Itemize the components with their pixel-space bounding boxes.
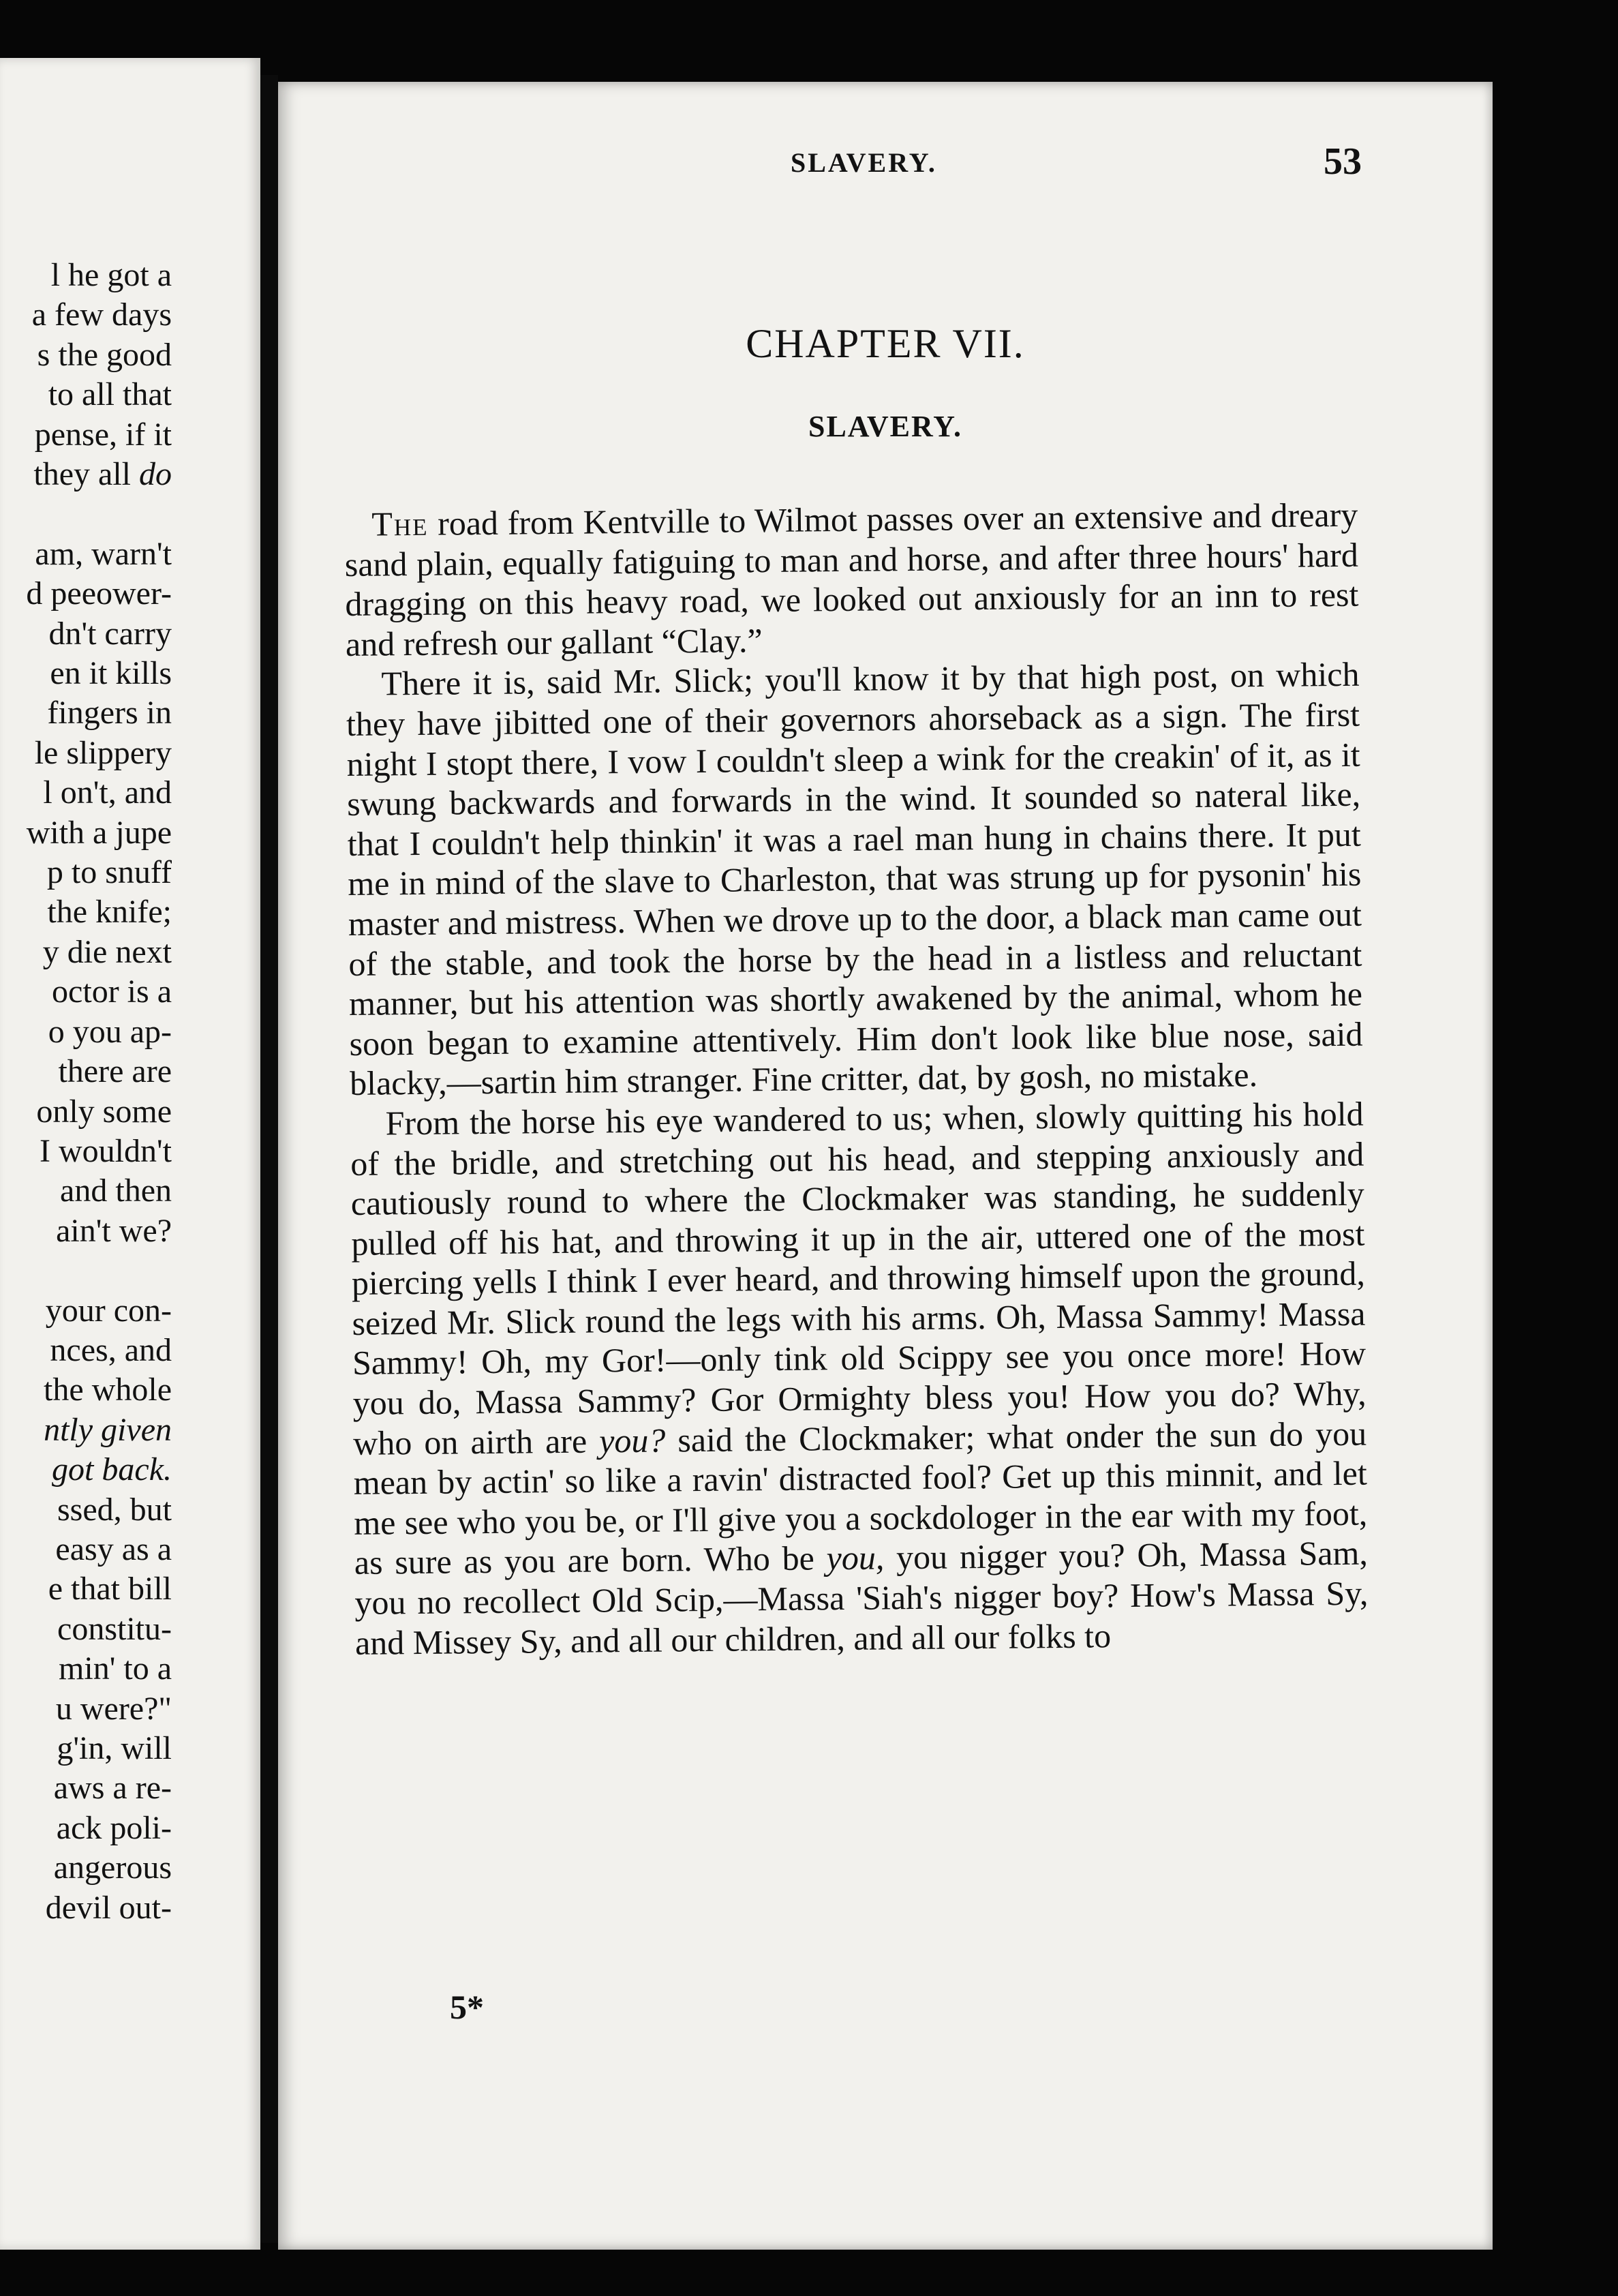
left-fragment-line: ack poli- — [56, 1809, 172, 1846]
paragraph-3-text-c: you nigger you? Oh, Massa Sam, you no recollect Old Scip,—Massa 'Siah's nigger boy? How's Massa Sy, and Missey Sy, and all our children, and all our folks to — [354, 1534, 1369, 1662]
left-fragment-line: nces, and — [50, 1331, 172, 1368]
left-page-text-fragments — [0, 256, 172, 1928]
paragraph-lead-word: The — [371, 504, 429, 543]
left-fragment-line: e that bill — [48, 1571, 172, 1607]
left-fragment-line: the whole — [44, 1372, 172, 1408]
left-fragment-line: d peeower- — [26, 575, 172, 612]
running-head-title: SLAVERY. — [791, 147, 937, 178]
left-fragment-line: and then — [60, 1173, 172, 1209]
left-fragment-line — [0, 494, 172, 534]
left-fragment-line: y die next — [42, 933, 172, 970]
page-number: 53 — [1324, 140, 1362, 183]
paragraph-3 — [350, 1094, 1369, 1663]
left-fragment-italic: do — [139, 456, 172, 493]
left-fragment-line: they all do — [33, 456, 172, 493]
paragraph-1-text: road from Kentville to Wilmot passes over an extensive and dreary sand plain, equally fatiguing to man and horse, and after three hours' hard dragging on this heavy road, we looked out anxiously for an inn to rest and refresh our gallant “Clay.” — [344, 495, 1359, 663]
book-gutter — [260, 75, 278, 2243]
left-fragment-line: u were?" — [55, 1690, 172, 1727]
paragraph-3-text-b: said the Clockmaker; what onder the sun do you mean by actin' so like a ravin' distracted fool? Get up this minnit, and let me see who you be, or I'll give you a sockdologer in the ear with my foot, as sure as you are born. Who be — [353, 1414, 1368, 1582]
chapter-title: CHAPTER VII. — [746, 321, 1025, 366]
left-fragment-line: p to snuff — [46, 854, 172, 891]
left-fragment-line: ntly given — [44, 1411, 172, 1448]
left-fragment-line: ssed, but — [57, 1491, 172, 1528]
left-fragment-line: min' to a — [59, 1650, 172, 1687]
left-fragment-line: l he got a — [50, 257, 172, 293]
left-fragment-line: octor is a — [52, 973, 172, 1010]
running-head — [279, 140, 1362, 187]
left-fragment-line: devil out- — [45, 1889, 172, 1926]
left-fragment-line — [0, 1251, 172, 1290]
left-fragment-line: ain't we? — [56, 1212, 172, 1249]
left-fragment-line: your con- — [45, 1292, 172, 1329]
left-fragment-line: le slippery — [34, 734, 172, 771]
left-fragment-line: g'in, will — [57, 1730, 172, 1766]
left-fragment-line: fingers in — [47, 695, 172, 731]
paragraph-2: There it is, said Mr. Slick; you'll know it by that high post, on which they have jibitted one of their governors ahorseback as a sign. The first night I stopt there, I vow I couldn't sleep a wink for the creakin' of it, as it swung backwards and forwards in the wind. It sounded so nateral like, that I couldn't help thinkin' it was a rael man hung in chains there. It put me in mind of the slave to Charleston, that was strung up for pysonin' his master and mistress. When we drove up to the door, a black man came out of the stable, and took the horse by the head in a listless and reluctant manner, but his attention was shortly awakened by the animal, whom he soon began to examine attentively. Him don't look like blue nose, said blacky,—sartin him stranger. Fine critter, dat, by gosh, no mistake. — [346, 655, 1363, 1103]
left-fragment-line: the knife; — [47, 894, 172, 931]
left-fragment-line: with a jupe — [26, 814, 172, 851]
left-fragment-line: got back. — [52, 1451, 172, 1488]
left-fragment-line: l on't, and — [43, 774, 172, 811]
left-fragment-line: easy as a — [55, 1530, 172, 1567]
paragraph-3-text-a: From the horse his eye wandered to us; when, slowly quitting his hold of the bridle, and stretching out his head, and stepping anxiously and cautiously round to where the Clockmaker was standing, he suddenly pulled off his hat, and throwing it up in the air, uttered one of the most piercing yells I think I ever heard, and throwing himself upon the ground, seized Mr. Slick round the legs with his arms. Oh, Massa Sammy! Massa Sammy! Oh, my Gor!—only tink old Scippy see you once more! How you do, Massa Sammy? Gor Ormighty bless you! How you do? Why, who on airth are — [350, 1094, 1367, 1462]
chapter-subtitle: SLAVERY. — [808, 410, 962, 443]
left-fragment-line: constitu- — [57, 1610, 172, 1647]
left-fragment-line: there are — [58, 1053, 172, 1090]
left-fragment-line: pense, if it — [34, 416, 172, 453]
left-fragment-line: s the good — [37, 336, 172, 373]
paragraph-1 — [344, 495, 1359, 665]
left-fragment-line: a few days — [31, 297, 172, 333]
signature-mark: 5* — [450, 1988, 484, 2026]
left-fragment-line: only some — [36, 1093, 172, 1130]
left-fragment-line: I wouldn't — [40, 1132, 172, 1169]
left-fragment-line: en it kills — [50, 655, 172, 692]
left-page — [0, 58, 260, 2250]
left-fragment-line: o you ap- — [48, 1013, 172, 1050]
left-fragment-line: angerous — [53, 1849, 172, 1886]
left-fragment-line: am, warn't — [35, 535, 172, 572]
body-text — [344, 495, 1369, 1663]
left-fragment-line: aws a re- — [53, 1770, 172, 1807]
paragraph-3-italic-a: you? — [598, 1421, 666, 1460]
left-fragment-line: to all that — [48, 376, 172, 413]
paragraph-3-italic-b: you, — [826, 1538, 885, 1577]
left-fragment-line: dn't carry — [48, 615, 172, 652]
